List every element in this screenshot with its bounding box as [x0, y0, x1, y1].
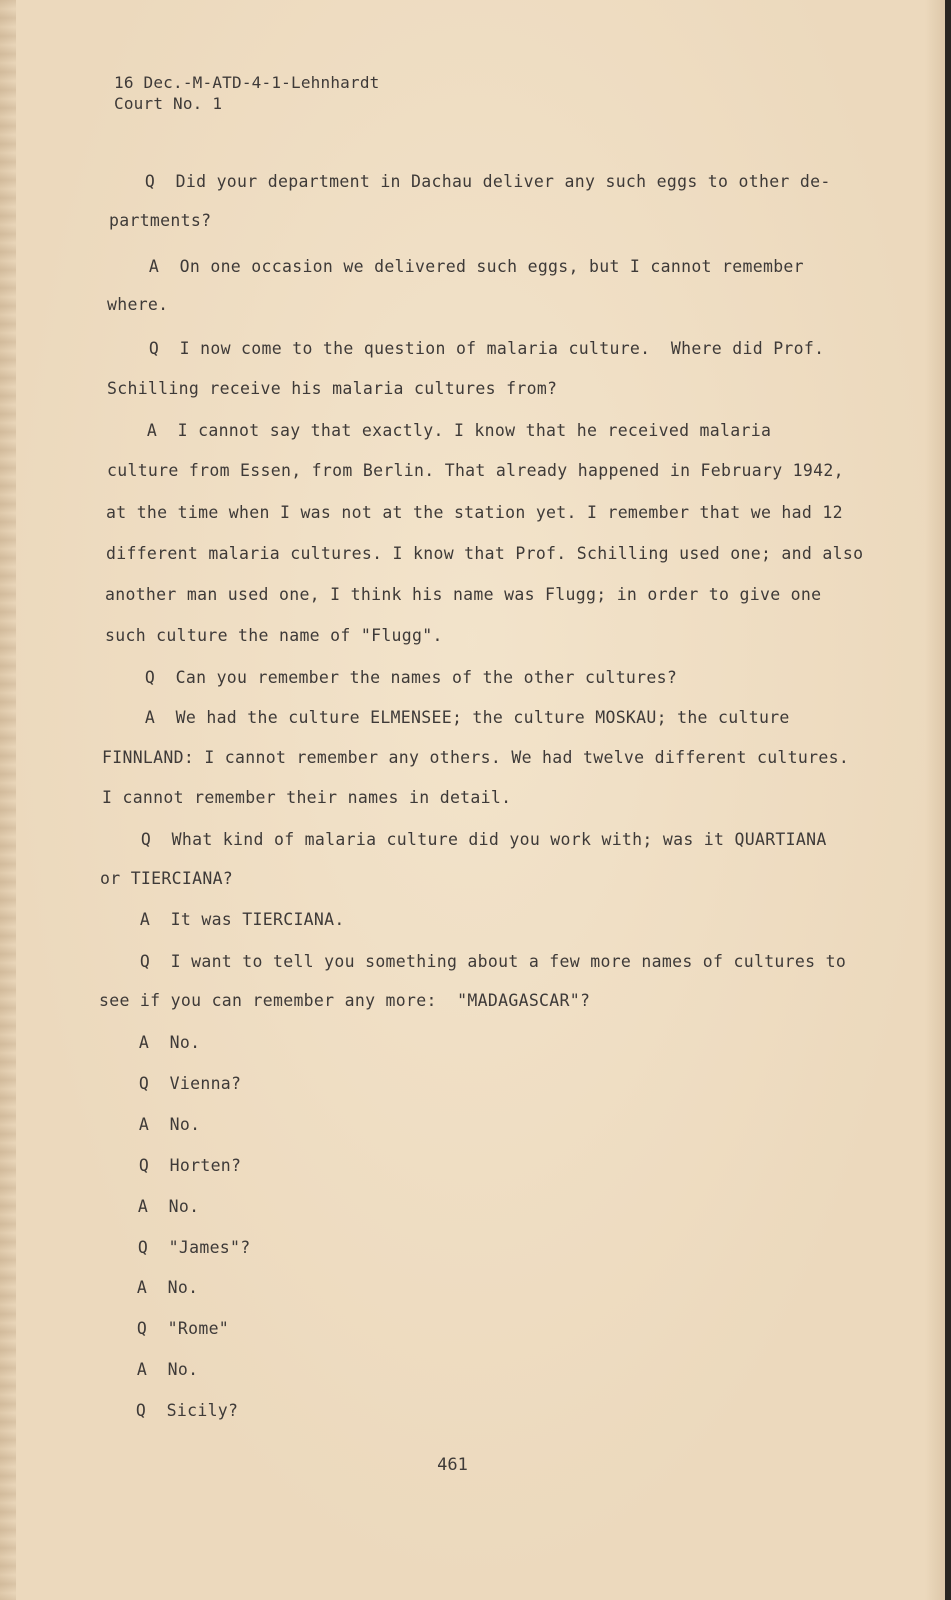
transcript-line: A No.: [98, 1115, 201, 1134]
transcript-line: Q What kind of malaria culture did you work with; was it QUARTIANA: [100, 830, 827, 849]
transcript-line: such culture the name of "Flugg".: [105, 626, 443, 645]
transcript-line: Q I want to tell you something about a few more names of cultures to: [99, 952, 847, 971]
transcript-line: A It was TIERCIANA.: [99, 910, 345, 929]
transcript-line: another man used one, I think his name was Flugg; in order to give one: [105, 585, 822, 604]
transcript-line: or TIERCIANA?: [100, 869, 234, 888]
transcript-line: Schilling receive his malaria cultures from?: [107, 379, 558, 398]
transcript-line: culture from Essen, from Berlin. That already happened in February 1942,: [107, 461, 844, 480]
page-footer: [0, 1455, 945, 1475]
transcript-line: Q Horten?: [98, 1156, 242, 1175]
transcript-line: Q Vienna?: [98, 1074, 242, 1093]
header-court-number: Court No. 1: [114, 94, 223, 113]
torn-left-edge: [0, 0, 16, 1600]
transcript-line: see if you can remember any more: "MADAGASCAR"?: [99, 991, 591, 1010]
transcript-line: FINNLAND: I cannot remember any others. We had twelve different cultures.: [102, 748, 850, 767]
transcript-line: partments?: [109, 211, 212, 230]
transcript-line: Q "James"?: [97, 1238, 251, 1257]
transcript-line: A We had the culture ELMENSEE; the culture MOSKAU; the culture: [104, 708, 790, 727]
transcript-line: Q I now come to the question of malaria culture. Where did Prof.: [108, 339, 825, 358]
transcript-line: A I cannot say that exactly. I know that he received malaria: [106, 421, 772, 440]
transcript-line: different malaria cultures. I know that Prof. Schilling used one; and also: [106, 544, 864, 563]
transcript-line: A No.: [96, 1360, 199, 1379]
transcript-line: Q Can you remember the names of the other cultures?: [104, 668, 678, 687]
transcript-line: Q "Rome": [96, 1319, 230, 1338]
transcript-line: A No.: [96, 1278, 199, 1297]
transcript-line: A No.: [98, 1033, 201, 1052]
transcript-line: where.: [107, 295, 169, 314]
header-case-reference: 16 Dec.-M-ATD-4-1-Lehnhardt: [114, 73, 380, 92]
transcript-line: Q Did your department in Dachau deliver any such eggs to other de-: [104, 172, 831, 191]
transcript-line: I cannot remember their names in detail.: [102, 788, 512, 807]
page-number: 461: [437, 1455, 468, 1475]
transcript-line: A No.: [97, 1197, 200, 1216]
document-header: [114, 72, 380, 114]
transcript-line: Q Sicily?: [95, 1401, 239, 1420]
transcript-line: at the time when I was not at the station yet. I remember that we had 12: [106, 503, 843, 522]
transcript-line: A On one occasion we delivered such eggs, but I cannot remember: [108, 257, 804, 276]
